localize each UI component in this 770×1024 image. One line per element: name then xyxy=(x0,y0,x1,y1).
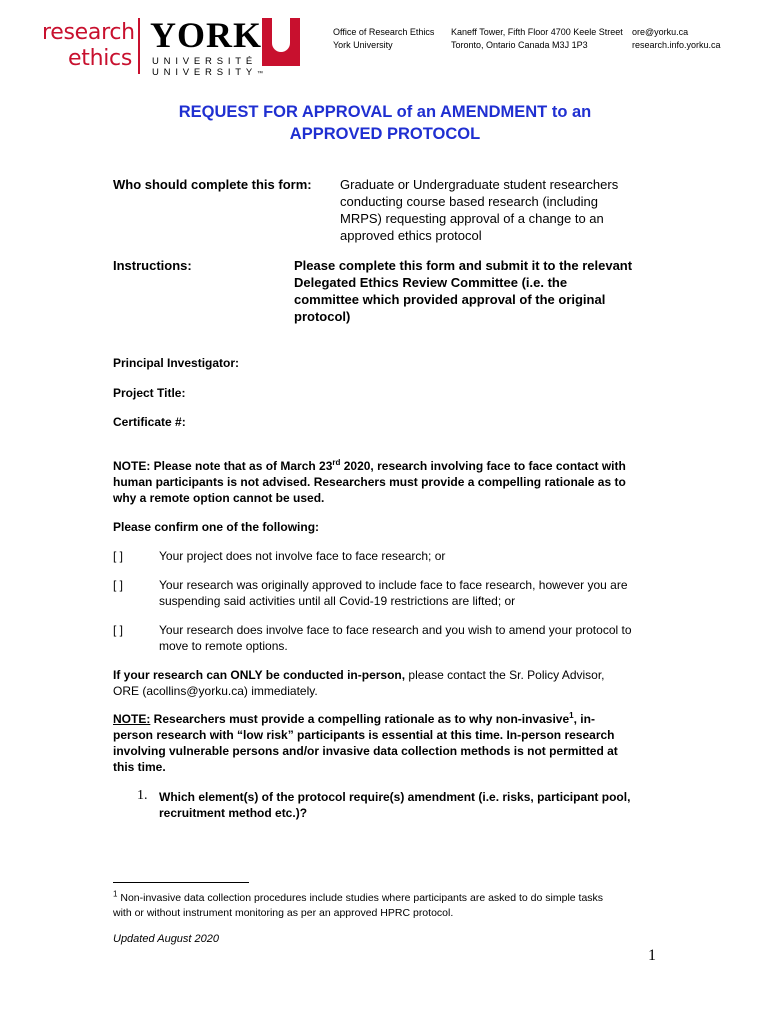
question-1-number: 1. xyxy=(137,788,148,803)
york-logo-text: YORK xyxy=(150,15,262,55)
option-3-text: Your research does involve face to face research and you wish to amend your protocol to move to remote options. xyxy=(159,623,632,653)
logo-divider xyxy=(138,18,140,74)
option-1-text: Your project does not involve face to face research; or xyxy=(159,549,446,563)
project-title-field-label: Project Title: xyxy=(113,386,186,400)
certificate-field-label: Certificate #: xyxy=(113,415,186,429)
option-2-checkbox[interactable]: [ ] xyxy=(113,578,124,592)
option-1-checkbox[interactable]: [ ] xyxy=(113,549,124,563)
footnote: $^1$ Non-invasive data collection procedures include studies where participants are asked to do simple tasks with or without instrument monitoring as per an approved HPRC protocol. xyxy=(113,889,604,919)
option-2-text: Your research was originally approved to include face to face research, however you are suspending said activities until all Covid-19 restrictions are lifted; or xyxy=(159,578,628,608)
contact-email: ore@yorku.ca xyxy=(632,27,689,37)
logo-ethics-text: ethics xyxy=(68,46,132,71)
updated-date: Updated August 2020 xyxy=(113,933,220,945)
logo-university-text: UNIVERSITY™ xyxy=(152,67,264,78)
pi-field-label: Principal Investigator: xyxy=(113,356,240,370)
office-address-line1: Kaneff Tower, Fifth Floor 4700 Keele Street xyxy=(451,27,623,37)
covid-note: NOTE: Please note that as of March 23rd 2020, research involving face to face contact with human participants is not advised. Researchers must provide a compelling rationale as to why a remote option cannot be used. xyxy=(113,458,626,505)
instructions-label: Instructions: xyxy=(113,258,192,273)
logo-research-text: research xyxy=(42,20,135,45)
who-description: Graduate or Undergraduate student researchers conducting course based research (including MRPS) requesting approval of a change to an approved ethics protocol xyxy=(340,177,619,243)
office-address-line2: Toronto, Ontario Canada M3J 1P3 xyxy=(451,40,588,50)
who-label: Who should complete this form: xyxy=(113,177,312,192)
logo-universite-text: UNIVERSITÉ xyxy=(152,56,258,67)
research-ethics-logo xyxy=(42,20,135,72)
page-number: 1 xyxy=(648,947,656,964)
contact-website: research.info.yorku.ca xyxy=(632,40,721,50)
office-university: York University xyxy=(333,40,393,50)
question-1-text: Which element(s) of the protocol require(s) amendment (i.e. risks, participant pool, recruitment method etc.)? xyxy=(159,790,631,820)
york-u-logo-icon xyxy=(262,18,300,66)
page-title: REQUEST FOR APPROVAL of an AMENDMENT to an APPROVED PROTOCOL xyxy=(178,103,592,143)
option-3-checkbox[interactable]: [ ] xyxy=(113,623,124,637)
in-person-contact: If your research can ONLY be conducted in-person, please contact the Sr. Policy Advisor, ORE (acollins@yorku.ca) immediately. xyxy=(113,668,605,698)
instructions-text: Please complete this form and submit it to the relevant Delegated Ethics Review Committee (i.e. the committee which provided approval of the original protocol) xyxy=(294,258,633,324)
footnote-divider xyxy=(113,882,249,883)
confirm-heading: Please confirm one of the following: xyxy=(113,520,320,534)
office-name: Office of Research Ethics xyxy=(333,27,435,37)
in-person-note: NOTE: Researchers must provide a compelling rationale as to why non-invasive$^1$, in- person research with “low risk” participants is essential at this time. In-person research involving vulnerable persons and/or invasive data collection methods is not permitted at this time. xyxy=(113,711,618,774)
